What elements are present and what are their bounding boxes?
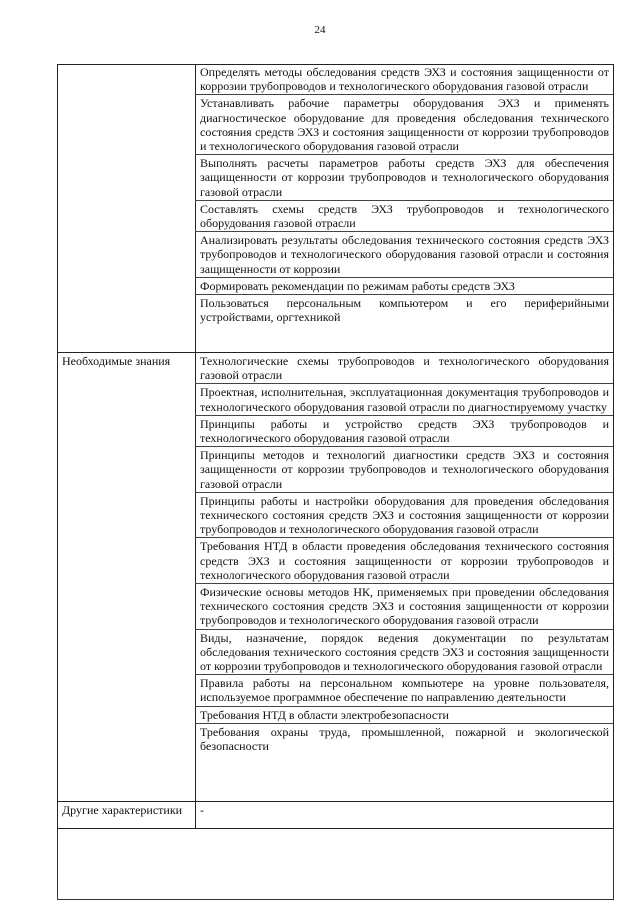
list-item: Правила работы на персональном компьютере на уровне пользователя, используемое программное обеспечение по направлению деятельности [195,675,613,706]
list-item: Формировать рекомендации по режимам работы средств ЭХЗ [195,278,613,295]
list-item: Пользоваться персональным компьютером и его периферийными устройствами, оргтехникой [200,296,609,325]
list-item: Физические основы методов НК, применяемых при проведении обследования технического состояния средств ЭХЗ и состояния защищенности от коррозии трубопроводов и технологического оборудования газовой отрасли [195,584,613,630]
list-item: Устанавливать рабочие параметры оборудования ЭХЗ и применять диагностическое оборудование для проведения обследования технического состояния средств ЭХЗ и состояния защищенности от коррозии трубопроводов и технологического оборудования газовой отрасли [195,95,613,155]
list-item: Определять методы обследования средств ЭХЗ и состояния защищенности от коррозии трубопроводов и технологического оборудования газовой отрасли [195,64,613,95]
other-section [58,801,613,829]
list-item: Принципы работы и устройство средств ЭХЗ трубопроводов и технологического оборудования газовой отрасли [195,416,613,447]
list-item: Требования НТД в области проведения обследования технического состояния средств ЭХЗ и состояния защищенности от коррозии трубопроводов и технологического оборудования газовой отрасли [195,538,613,584]
list-item: Требования НТД в области электробезопасности [195,707,613,724]
knowledge-section-label: Необходимые знания [62,354,171,368]
page-bottom-frame [57,829,614,900]
skills-section [58,64,613,352]
list-item: Выполнять расчеты параметров работы средств ЭХЗ для обеспечения защищенности от коррозии трубопроводов и технологического оборудования газовой отрасли [195,155,613,201]
list-item: Принципы работы и настройки оборудования для проведения обследования технического состояния средств ЭХЗ и состояния защищенности от коррозии трубопроводов и технологического оборудования газовой отрасли [195,493,613,539]
list-item: Технологические схемы трубопроводов и технологического оборудования газовой отрасли [195,353,613,384]
list-item: Анализировать результаты обследования технического состояния средств ЭХЗ трубопроводов и технологического оборудования газовой отрасли и состояния защищенности от коррозии [195,232,613,278]
page-number: 24 [314,24,326,36]
other-value: - [200,803,204,817]
other-list [195,802,613,818]
list-item: Составлять схемы средств ЭХЗ трубопроводов и технологического оборудования газовой отрасли [195,201,613,232]
knowledge-section [58,352,613,801]
knowledge-list [195,353,613,754]
list-item: Виды, назначение, порядок ведения документации по результатам обследования технического состояния средств ЭХЗ и состояния защищенности от коррозии трубопроводов и технологического оборудования газовой отрасли [195,630,613,676]
other-section-label: Другие характеристики [62,803,183,817]
list-item: Требования охраны труда, промышленной, пожарной и экологической безопасности [200,724,609,754]
list-item: Принципы методов и технологий диагностики средств ЭХЗ и состояния защищенности от коррозии трубопроводов и технологического оборудования газовой отрасли [195,447,613,493]
competency-table [57,64,614,829]
skills-list [195,64,613,325]
list-item: Проектная, исполнительная, эксплуатационная документация трубопроводов и технологического оборудования газовой отрасли по диагностируемому участку [195,384,613,415]
